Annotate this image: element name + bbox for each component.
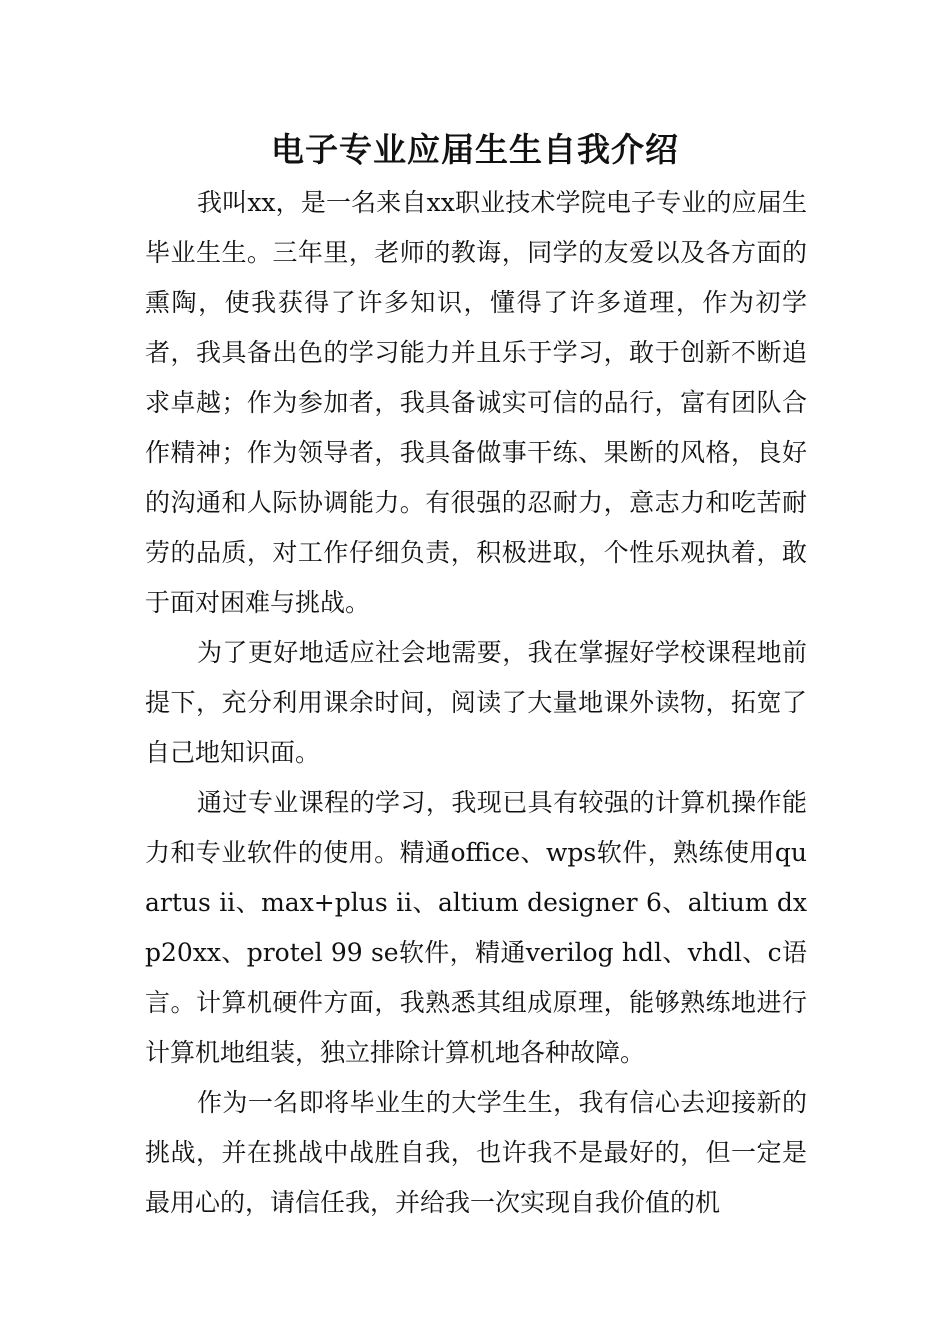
document-title: 电子专业应届生生自我介绍 [271, 130, 679, 169]
paragraph-adaptation: 为了更好地适应社会地需要，我在掌握好学校课程地前提下，充分利用课余时间，阅读了大量地课外读物，拓宽了自己地知识面。 [145, 638, 807, 767]
paragraph-closing: 作为一名即将毕业生的大学生生，我有信心去迎接新的挑战，并在挑战中战胜自我，也许我不是最好的，但一定是最用心的，请信任我，并给我一次实现自我价值的机 [145, 1088, 807, 1217]
paragraph-skills: 通过专业课程的学习，我现已具有较强的计算机操作能力和专业软件的使用。精通office、wps软件，熟练使用quartus ii、max+plus ii、altium designer 6、altium dxp20xx、protel 99 se软件，精通verilog hdl、vhdl、c语言。计算机硬件方面，我熟悉其组成原理，能够熟练地进行计算机地组装，独立排除计算机地各种故障。 [145, 788, 807, 1067]
paragraph-intro: 我叫xx，是一名来自xx职业技术学院电子专业的应届生毕业生生。三年里，老师的教诲，同学的友爱以及各方面的熏陶，使我获得了许多知识，懂得了许多道理，作为初学者，我具备出色的学习能力并且乐于学习，敢于创新不断追求卓越；作为参加者，我具备诚实可信的品行，富有团队合作精神；作为领导者，我具备做事干练、果断的风格，良好的沟通和人际协调能力。有很强的忍耐力，意志力和吃苦耐劳的品质，对工作仔细负责，积极进取，个性乐观执着，敢于面对困难与挑战。 [145, 188, 807, 617]
document-body [145, 178, 807, 1228]
